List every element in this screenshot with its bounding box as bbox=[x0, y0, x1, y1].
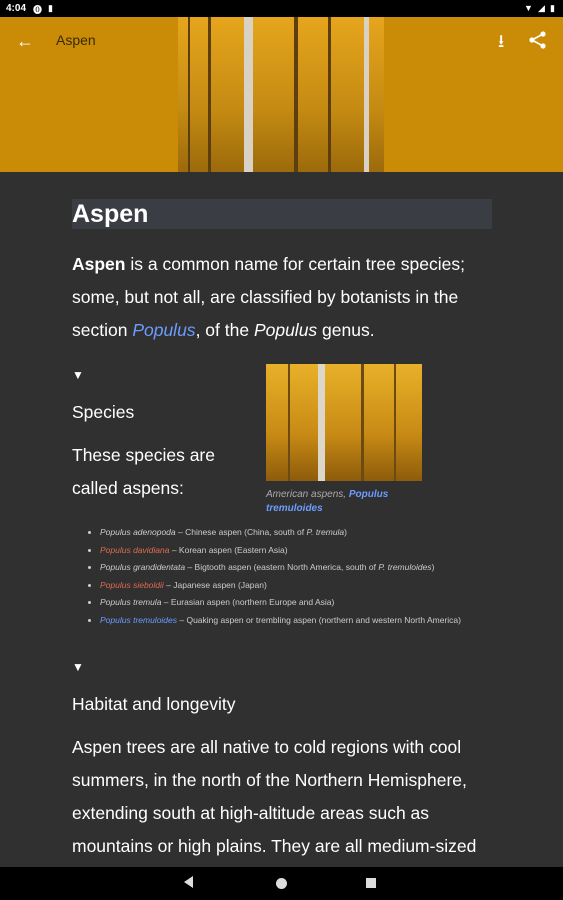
species-intro: These species are called aspens: bbox=[72, 445, 215, 498]
status-bar bbox=[0, 0, 563, 17]
back-arrow-icon[interactable]: ← bbox=[16, 31, 34, 51]
article-title: Aspen bbox=[72, 199, 492, 229]
download-icon[interactable]: ⭳ bbox=[498, 31, 505, 51]
figure-caption: American aspens, Populus tremuloides bbox=[266, 489, 389, 514]
notification-icon: ⓿ bbox=[33, 5, 43, 15]
species-link[interactable]: Populus sieboldii bbox=[100, 579, 164, 590]
species-list bbox=[86, 524, 505, 629]
species-link[interactable]: Populus davidiana bbox=[100, 544, 170, 555]
aspen-figure-image[interactable] bbox=[266, 364, 422, 481]
hero-image bbox=[178, 17, 384, 172]
populus-link[interactable]: Populus bbox=[132, 320, 196, 340]
share-icon[interactable] bbox=[528, 30, 548, 50]
article-content bbox=[0, 172, 563, 867]
list-item: • Populus tremuloides – Quaking aspen or trembling aspen (northern and western North America) bbox=[100, 612, 505, 630]
nav-home-icon[interactable] bbox=[276, 878, 287, 889]
species-link[interactable]: Populus tremuloides bbox=[100, 614, 178, 625]
section-title-species[interactable]: Species bbox=[72, 402, 135, 422]
wifi-icon: ▼ bbox=[524, 3, 533, 13]
list-item: • Populus grandidentata – Bigtooth aspen (eastern North America, south of P. tremuloides) bbox=[100, 559, 505, 577]
section-collapse-icon[interactable]: ▼ bbox=[72, 660, 84, 674]
article-intro: Aspen is a common name for certain tree species; some, but not all, are classified by botanists in the section Populus, of the Populus genus. bbox=[72, 254, 465, 340]
list-item: • Populus adenopoda – Chinese aspen (China, south of P. tremula) bbox=[100, 524, 505, 542]
status-time: 4:04 bbox=[6, 3, 27, 14]
nav-back-icon[interactable] bbox=[184, 876, 193, 888]
list-item: • Populus davidiana – Korean aspen (Eastern Asia) bbox=[100, 542, 505, 560]
caption-link[interactable]: Populus tremuloides bbox=[266, 489, 389, 514]
habitat-text: Aspen trees are all native to cold regions with cool summers, in the north of the Northern Hemisphere, extending south at high-altitude areas such as mountains or high plains. They are all medium-sized bbox=[72, 737, 477, 856]
list-item: • Populus tremula – Eurasian aspen (northern Europe and Asia) bbox=[100, 594, 505, 612]
app-bar-title: Aspen bbox=[56, 32, 96, 48]
section-title-habitat[interactable]: Habitat and longevity bbox=[72, 694, 236, 714]
list-item: • Populus sieboldii – Japanese aspen (Japan) bbox=[100, 577, 505, 595]
section-collapse-icon[interactable]: ▼ bbox=[72, 368, 84, 382]
sd-card-icon: ▮ bbox=[48, 3, 53, 13]
nav-recents-icon[interactable] bbox=[366, 878, 376, 888]
system-nav-bar bbox=[0, 867, 563, 900]
signal-icon: ◢ bbox=[538, 3, 545, 13]
battery-icon: ▮ bbox=[550, 3, 555, 13]
